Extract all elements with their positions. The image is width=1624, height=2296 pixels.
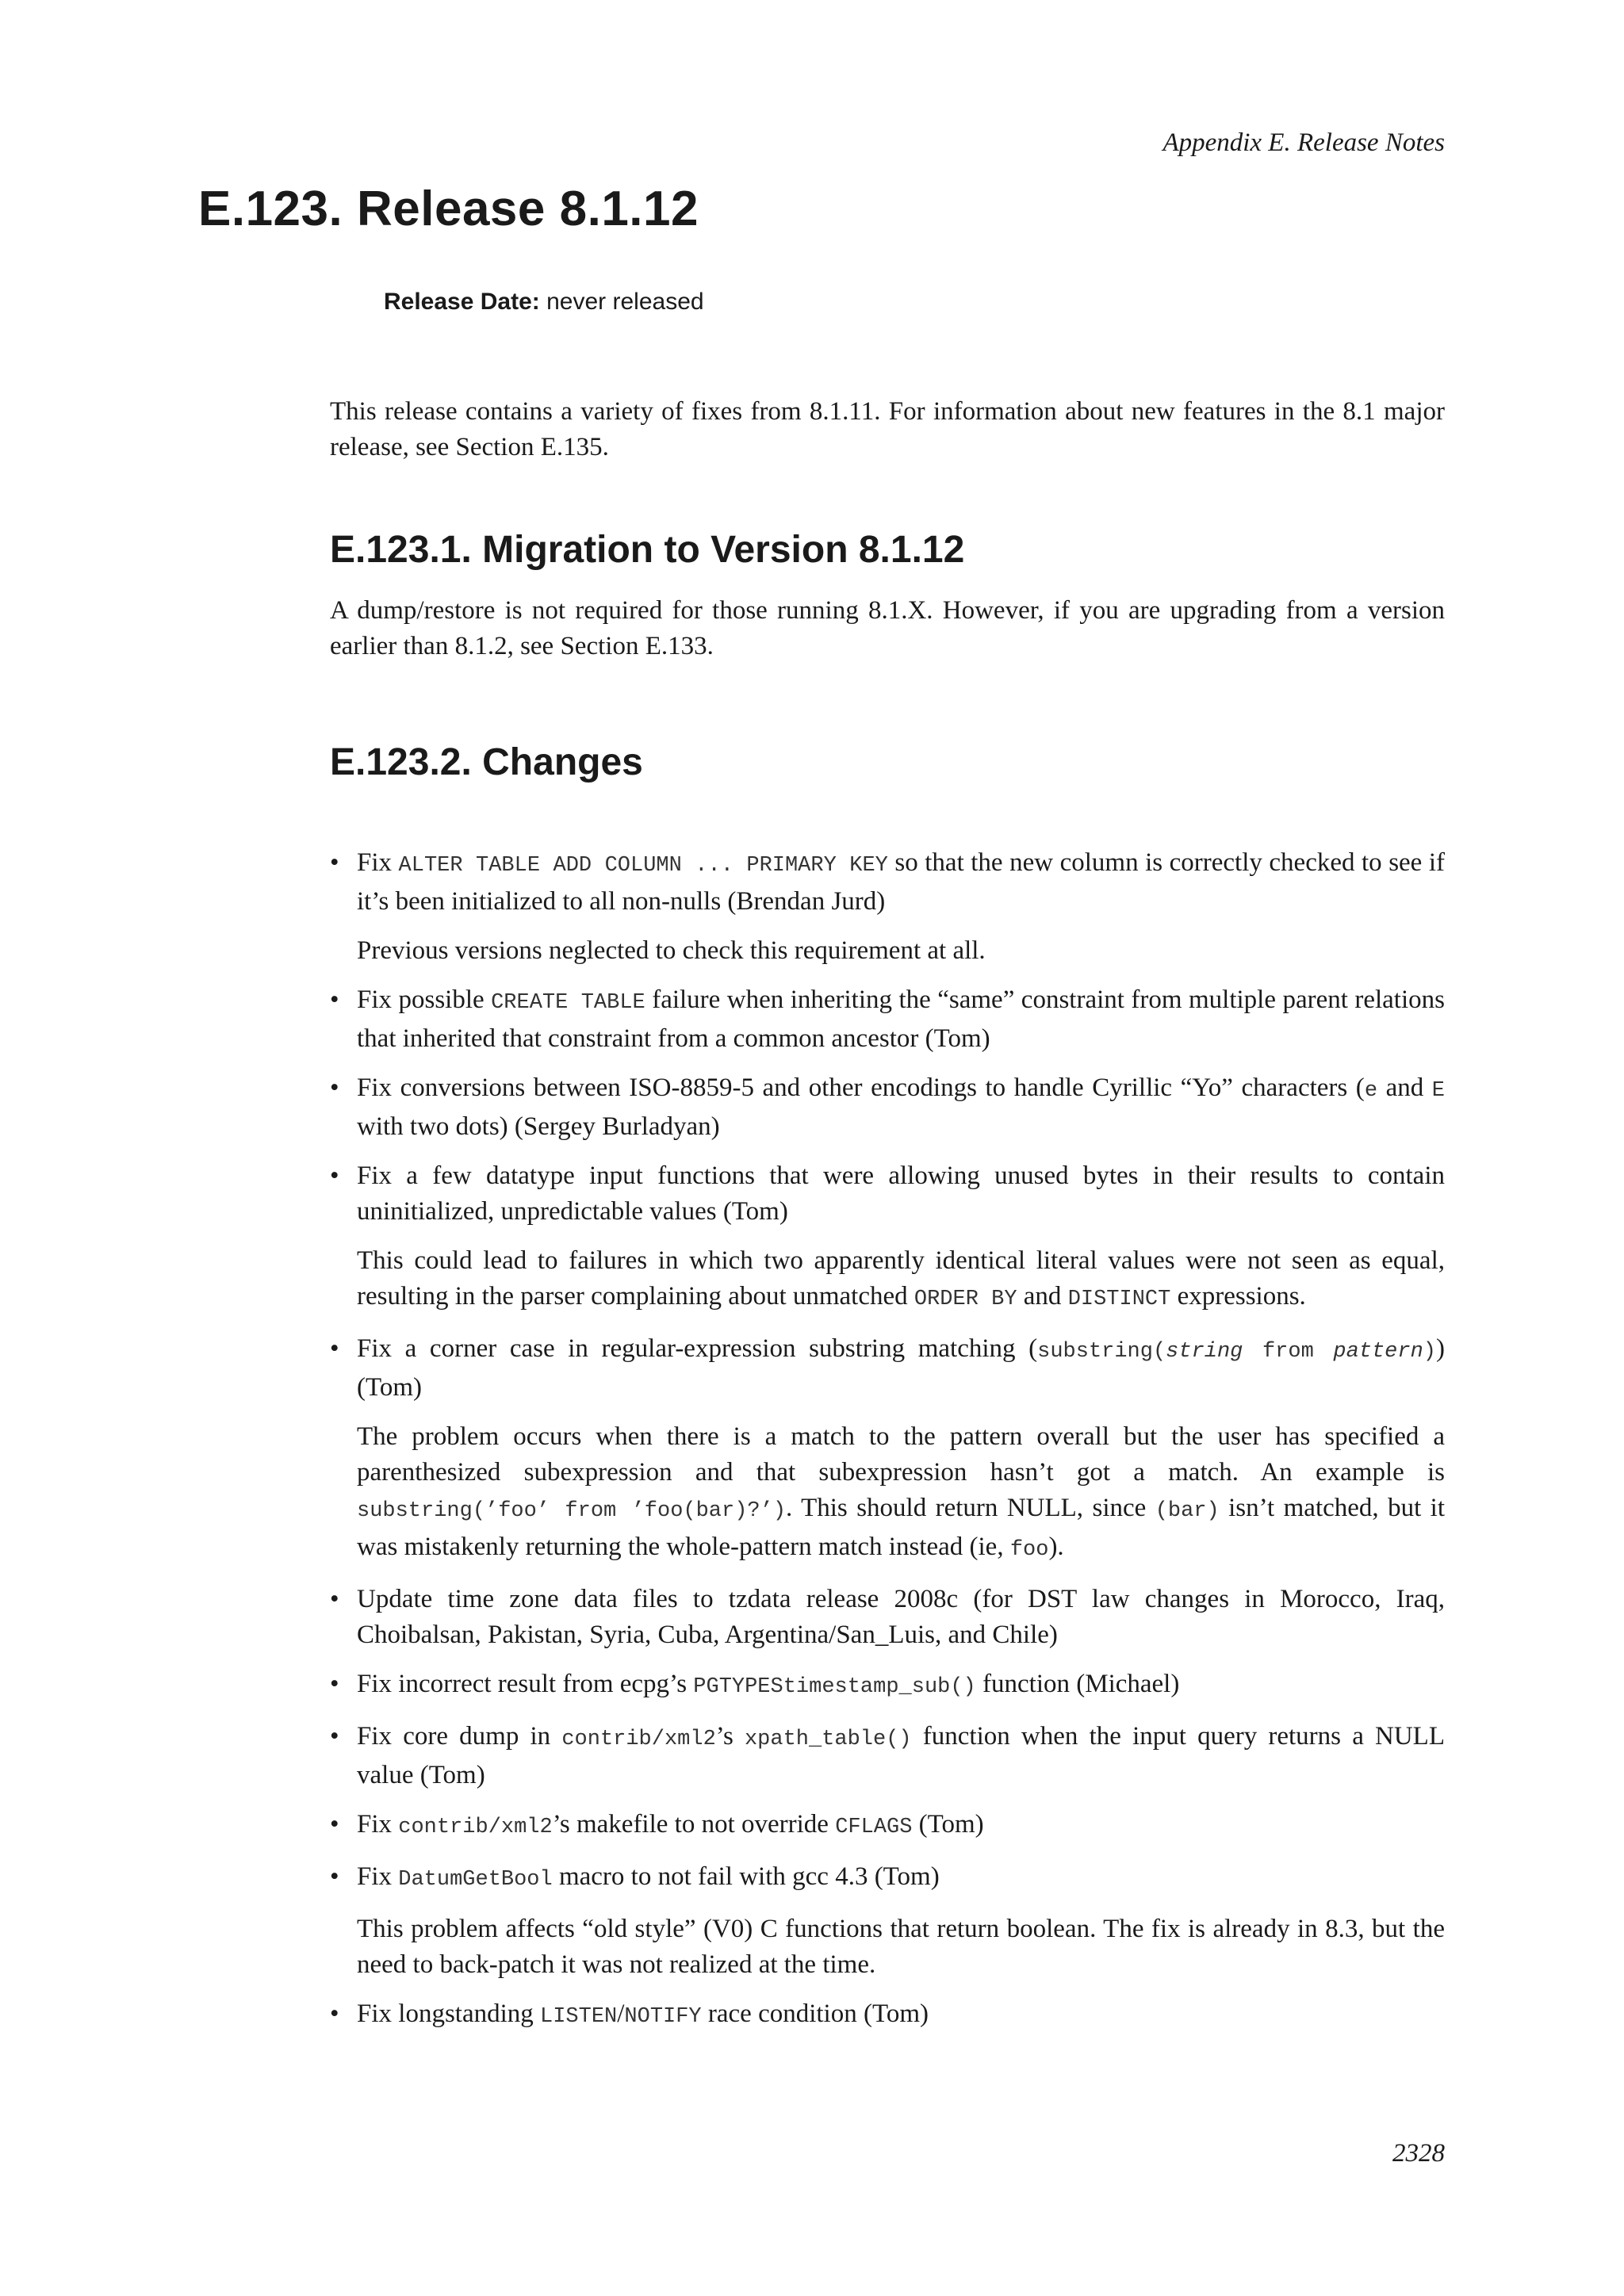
list-item — [330, 1582, 1445, 1653]
intro-paragraph — [330, 394, 1445, 465]
changes-list — [330, 845, 1445, 2049]
migration-paragraph — [330, 593, 1445, 664]
list-item — [330, 1331, 1445, 1568]
code-snippet: substring(’foo’ from ’foo(bar)?’) — [357, 1499, 787, 1523]
code-snippet: contrib/xml2 — [561, 1728, 716, 1751]
code-snippet: substring(string from pattern) — [1037, 1340, 1436, 1364]
bullet: • — [330, 985, 339, 1014]
bullet: • — [330, 1073, 339, 1102]
code-snippet: contrib/xml2 — [398, 1816, 553, 1839]
bullet: • — [330, 1999, 339, 2028]
code-snippet: e — [1364, 1079, 1378, 1103]
item-text: Fix contrib/xml2’s makefile to not override CFLAGS (Tom) — [357, 1810, 984, 1839]
bullet: • — [330, 1334, 339, 1363]
item-text: Fix possible CREATE TABLE failure when inheriting the “same” constraint from multiple parent relations that inherited that constraint from a common ancestor (Tom) — [357, 985, 1445, 1053]
running-header: Appendix E. Release Notes — [1162, 128, 1445, 157]
code-snippet: NOTIFY — [624, 2005, 702, 2029]
code-snippet: LISTEN — [540, 2005, 618, 2029]
bullet: • — [330, 1862, 339, 1891]
code-snippet: xpath_table() — [744, 1728, 912, 1751]
release-date-value: never released — [546, 289, 704, 315]
bullet: • — [330, 1722, 339, 1751]
code-snippet: DatumGetBool — [398, 1868, 553, 1892]
bullet: • — [330, 1670, 339, 1698]
code-snippet: PGTYPEStimestamp_sub() — [693, 1675, 976, 1699]
list-item — [330, 1667, 1445, 1705]
bullet: • — [330, 848, 339, 877]
release-date — [384, 289, 704, 316]
code-snippet: E — [1431, 1079, 1445, 1103]
intro-text: This release contains a variety of fixes from 8.1.11. For information about new features in the 8.1 major release, see Section E.135. — [330, 397, 1445, 461]
chapter-title: E.123. Release 8.1.12 — [198, 182, 699, 236]
item-text: Fix a few datatype input functions that were allowing unused bytes in their results to contain uninitialized, unpredictable values (Tom) — [357, 1161, 1445, 1226]
list-item — [330, 1996, 1445, 2035]
bullet: • — [330, 1161, 339, 1190]
list-item — [330, 1807, 1445, 1846]
item-text: Fix conversions between ISO-8859-5 and other encodings to handle Cyrillic “Yo” characters (e and E with two dots) (Sergey Burladyan) — [357, 1073, 1445, 1141]
item-note: Previous versions neglected to check this requirement at all. — [357, 936, 986, 965]
item-note: This could lead to failures in which two apparently identical literal values were not seen as equal, resulting in the parser complaining about unmatched ORDER BY and DISTINCT expressions. — [357, 1246, 1445, 1311]
bullet: • — [330, 1810, 339, 1839]
code-snippet: DISTINCT — [1067, 1288, 1171, 1311]
changes-heading: E.123.2. Changes — [330, 741, 643, 783]
list-item — [330, 982, 1445, 1057]
item-text: Fix incorrect result from ecpg’s PGTYPEStimestamp_sub() function (Michael) — [357, 1670, 1180, 1699]
migration-heading: E.123.1. Migration to Version 8.1.12 — [330, 529, 965, 571]
bullet: • — [330, 1585, 339, 1613]
page-number: 2328 — [1392, 2139, 1445, 2168]
code-snippet: ALTER TABLE ADD COLUMN ... PRIMARY KEY — [398, 854, 888, 878]
item-text: Fix longstanding LISTEN/NOTIFY race condition (Tom) — [357, 1999, 929, 2029]
code-snippet: (bar) — [1155, 1499, 1220, 1523]
list-item — [330, 1158, 1445, 1318]
item-text: Fix ALTER TABLE ADD COLUMN ... PRIMARY KEY so that the new column is correctly checked to see if it’s been initialized to all non-nulls (Brendan Jurd) — [357, 848, 1446, 916]
item-note: The problem occurs when there is a match to the pattern overall but the user has specified a parenthesized subexpression and that subexpression hasn’t got a match. An example is substring(’foo’ from ’foo(bar)?’). This should return NULL, since (bar) isn’t matched, but it was mistakenly returning the whole-pattern match instead (ie, foo). — [357, 1422, 1445, 1562]
item-text: Fix core dump in contrib/xml2’s xpath_table() function when the input query returns a NULL value (Tom) — [357, 1722, 1445, 1789]
code-snippet: CFLAGS — [835, 1816, 913, 1839]
item-text: Fix a corner case in regular-expression substring matching (substring(string from pattern)) (Tom) — [357, 1334, 1445, 1402]
list-item — [330, 1859, 1445, 1983]
release-date-label: Release Date: — [384, 289, 540, 315]
list-item — [330, 845, 1445, 969]
code-snippet: ORDER BY — [914, 1288, 1017, 1311]
item-text: Fix DatumGetBool macro to not fail with gcc 4.3 (Tom) — [357, 1862, 940, 1892]
item-text: Update time zone data files to tzdata release 2008c (for DST law changes in Morocco, Iraq, Choibalsan, Pakistan, Syria, Cuba, Argentina/San_Luis, and Chile) — [357, 1585, 1445, 1649]
code-snippet: foo — [1009, 1538, 1049, 1562]
list-item — [330, 1719, 1445, 1793]
list-item — [330, 1070, 1445, 1145]
item-note: This problem affects “old style” (V0) C functions that return boolean. The fix is already in 8.3, but the need to back-patch it was not realized at the time. — [357, 1915, 1445, 1979]
code-snippet: CREATE TABLE — [491, 991, 645, 1015]
migration-text: A dump/restore is not required for those running 8.1.X. However, if you are upgrading from a version earlier than 8.1.2, see Section E.133. — [330, 596, 1445, 660]
